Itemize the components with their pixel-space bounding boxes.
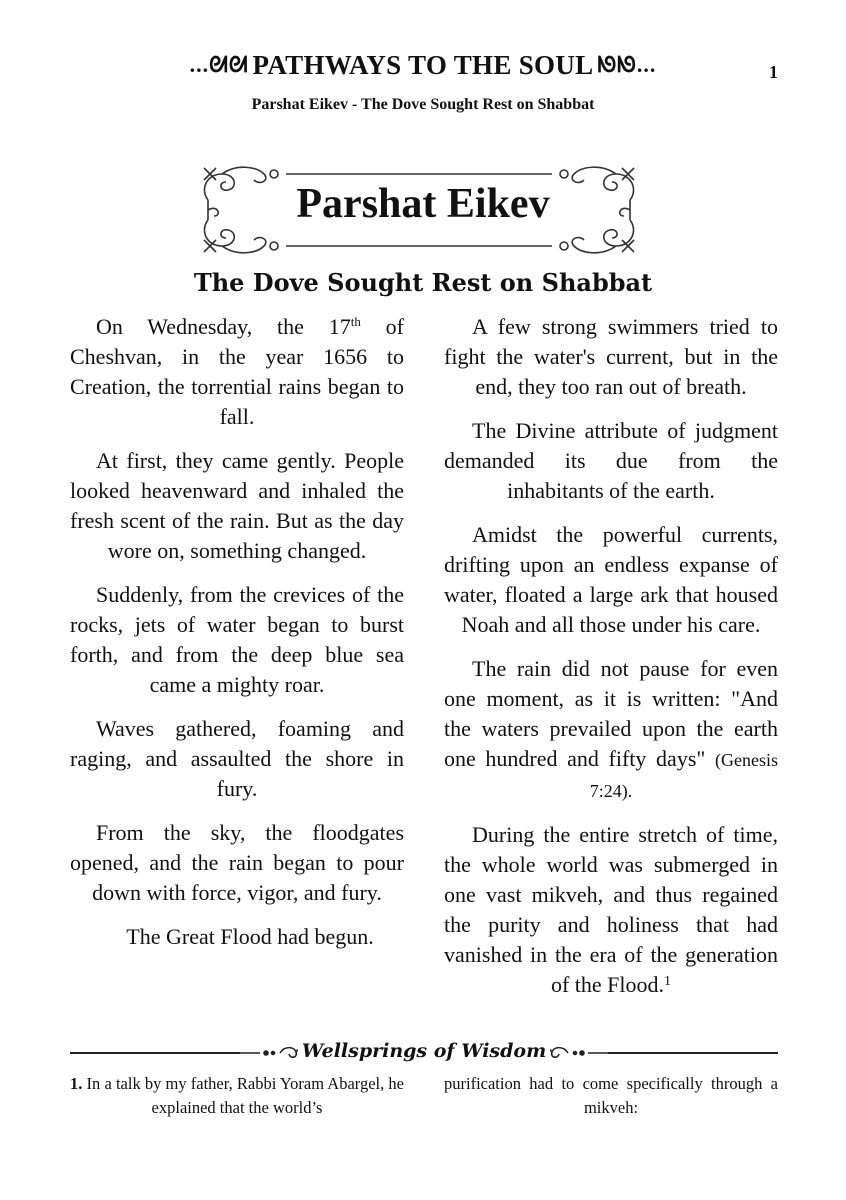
book-title: PATHWAYS TO THE SOUL xyxy=(252,50,594,80)
paragraph: On Wednesday, the 17th of Cheshvan, in the year 1656 to Creation, the torrential rains began to fall. xyxy=(70,314,404,429)
footnote-continuation: purification had to come specifically through a mikveh: xyxy=(444,1074,778,1117)
paragraph: Amidst the powerful currents, drifting upon an endless expanse of water, floated a large ark that housed Noah and all those under his care. xyxy=(444,522,778,637)
ordinal-superscript: th xyxy=(350,314,361,329)
paragraph: From the sky, the floodgates opened, and the rain began to pour down with force, vigor, and fury. xyxy=(70,820,404,905)
header-ornament-left: ...ᘛᘛ xyxy=(189,52,249,77)
footnote-left-column xyxy=(70,1072,404,1120)
left-column xyxy=(70,312,404,966)
right-column xyxy=(444,312,778,1014)
paragraph: The Great Flood had begun. xyxy=(126,924,374,949)
paragraph: Waves gathered, foaming and raging, and assaulted the shore in fury. xyxy=(70,716,404,801)
divider-label: Wellsprings of Wisdom xyxy=(70,1040,778,1062)
footnote-divider xyxy=(70,1040,778,1066)
footnote-right-column xyxy=(444,1072,778,1120)
scripture-reference: (Genesis 7:24). xyxy=(589,750,778,801)
footnote: 1. In a talk by my father, Rabbi Yoram Abargel, he explained that the world’s xyxy=(70,1074,404,1117)
paragraph: A few strong swimmers tried to fight the water's current, but in the end, they too ran out of breath. xyxy=(444,314,778,399)
paragraph: The Divine attribute of judgment demanded its due from the inhabitants of the earth. xyxy=(444,418,778,503)
paragraph: Suddenly, from the crevices of the rocks, jets of water began to burst forth, and from the deep blue sea came a mighty roar. xyxy=(70,582,404,697)
running-header xyxy=(0,50,846,81)
page-title: Parshat Eikev xyxy=(296,181,550,227)
paragraph: At first, they came gently. People looked heavenward and inhaled the fresh scent of the rain. But as the day wore on, something changed. xyxy=(70,448,404,563)
footnote-number: 1. xyxy=(70,1074,83,1093)
header-ornament-right: ᘚᘚ... xyxy=(597,52,657,77)
running-subheader: Parshat Eikev - The Dove Sought Rest on Shabbat xyxy=(251,96,595,113)
paragraph: During the entire stretch of time, the whole world was submerged in one vast mikveh, and thus regained the purity and holiness that had vanished in the era of the generation of the Flood.$^1$ xyxy=(444,822,778,997)
article-subtitle: The Dove Sought Rest on Shabbat xyxy=(193,268,653,297)
page-number: 1 xyxy=(769,62,778,82)
paragraph: The rain did not pause for even one moment, as it is written: "And the waters prevailed upon the earth one hundred and fifty days" (Genesis 7:24). xyxy=(444,656,778,801)
footnote-reference[interactable]: 1 xyxy=(664,974,672,989)
